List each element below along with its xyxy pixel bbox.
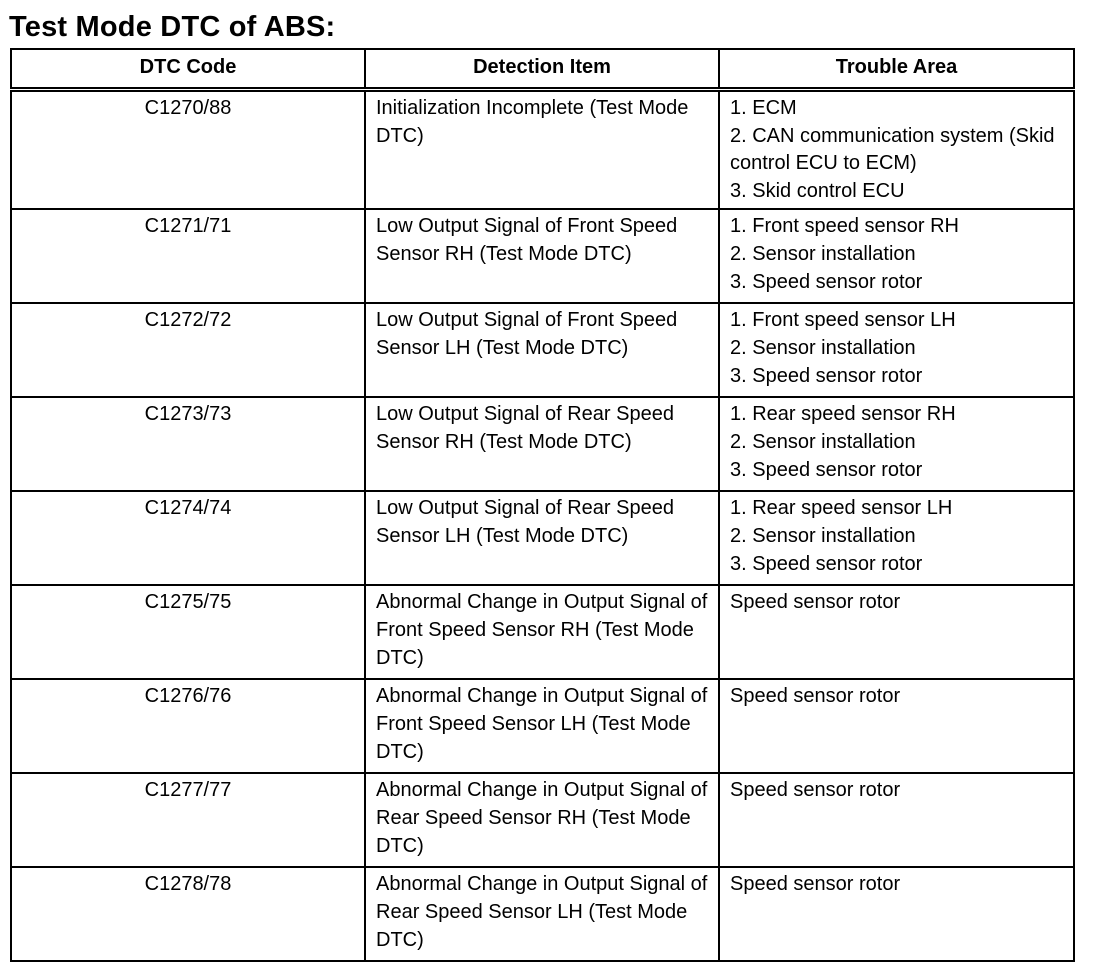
dtc-code-cell: C1273/73 xyxy=(11,397,365,491)
trouble-area-line: 2. Sensor installation xyxy=(730,430,916,453)
table-row xyxy=(11,397,1074,491)
table-row xyxy=(11,209,1074,303)
dtc-code-cell: C1275/75 xyxy=(11,585,365,679)
trouble-area-line: Speed sensor rotor xyxy=(730,873,901,896)
dtc-code-cell: C1274/74 xyxy=(11,491,365,585)
trouble-area-cell xyxy=(719,773,1074,867)
dtc-code-cell: C1278/78 xyxy=(11,867,365,961)
trouble-area-line: 1. Rear speed sensor RH xyxy=(730,403,956,426)
detection-item-cell: Abnormal Change in Output Signal of Rear Speed Sensor RH (Test Mode DTC) xyxy=(365,773,719,867)
trouble-area-cell xyxy=(719,397,1074,491)
trouble-area-cell xyxy=(719,585,1074,679)
trouble-area-line: 3. Speed sensor rotor xyxy=(730,552,923,575)
trouble-area-cell xyxy=(719,90,1074,210)
dtc-code-cell: C1272/72 xyxy=(11,303,365,397)
trouble-area-cell xyxy=(719,209,1074,303)
table-header-row xyxy=(11,49,1074,90)
header-dtc-code: DTC Code xyxy=(11,49,365,90)
trouble-area-line: Speed sensor rotor xyxy=(730,591,901,614)
table-row xyxy=(11,90,1074,210)
trouble-area-cell xyxy=(719,303,1074,397)
trouble-area-line: 2. Sensor installation xyxy=(730,524,916,547)
trouble-area-line: Speed sensor rotor xyxy=(730,685,901,708)
trouble-area-line: 3. Skid control ECU xyxy=(730,179,905,202)
trouble-area-line: 1. Rear speed sensor LH xyxy=(730,497,953,520)
table-row xyxy=(11,773,1074,867)
dtc-code-cell: C1277/77 xyxy=(11,773,365,867)
detection-item-cell: Low Output Signal of Rear Speed Sensor LH (Test Mode DTC) xyxy=(365,491,719,585)
trouble-area-line: 1. Front speed sensor LH xyxy=(730,309,956,332)
table-row xyxy=(11,585,1074,679)
dtc-table xyxy=(10,48,1075,962)
detection-item-cell: Abnormal Change in Output Signal of Front Speed Sensor LH (Test Mode DTC) xyxy=(365,679,719,773)
table-row xyxy=(11,303,1074,397)
header-detection-item: Detection Item xyxy=(365,49,719,90)
trouble-area-line: 1. Front speed sensor RH xyxy=(730,215,959,238)
detection-item-cell: Initialization Incomplete (Test Mode DTC) xyxy=(365,90,719,210)
trouble-area-line: 2. Sensor installation xyxy=(730,242,916,265)
trouble-area-line: 3. Speed sensor rotor xyxy=(730,458,923,481)
header-trouble-area: Trouble Area xyxy=(719,49,1074,90)
trouble-area-line: 2. CAN communication system (Skid control ECU to ECM) xyxy=(730,124,1055,175)
trouble-area-line: 2. Sensor installation xyxy=(730,336,916,359)
dtc-code-cell: C1271/71 xyxy=(11,209,365,303)
detection-item-cell: Low Output Signal of Front Speed Sensor RH (Test Mode DTC) xyxy=(365,209,719,303)
table-row xyxy=(11,491,1074,585)
page-title: Test Mode DTC of ABS: xyxy=(9,11,336,43)
trouble-area-line: Speed sensor rotor xyxy=(730,779,901,802)
table-row xyxy=(11,867,1074,961)
trouble-area-line: 1. ECM xyxy=(730,97,797,119)
table-row xyxy=(11,679,1074,773)
detection-item-cell: Low Output Signal of Rear Speed Sensor RH (Test Mode DTC) xyxy=(365,397,719,491)
detection-item-cell: Abnormal Change in Output Signal of Rear Speed Sensor LH (Test Mode DTC) xyxy=(365,867,719,961)
trouble-area-line: 3. Speed sensor rotor xyxy=(730,270,923,293)
trouble-area-cell xyxy=(719,679,1074,773)
trouble-area-cell xyxy=(719,491,1074,585)
dtc-code-cell: C1270/88 xyxy=(11,90,365,210)
detection-item-cell: Low Output Signal of Front Speed Sensor LH (Test Mode DTC) xyxy=(365,303,719,397)
detection-item-cell: Abnormal Change in Output Signal of Front Speed Sensor RH (Test Mode DTC) xyxy=(365,585,719,679)
trouble-area-line: 3. Speed sensor rotor xyxy=(730,364,923,387)
dtc-code-cell: C1276/76 xyxy=(11,679,365,773)
trouble-area-cell xyxy=(719,867,1074,961)
